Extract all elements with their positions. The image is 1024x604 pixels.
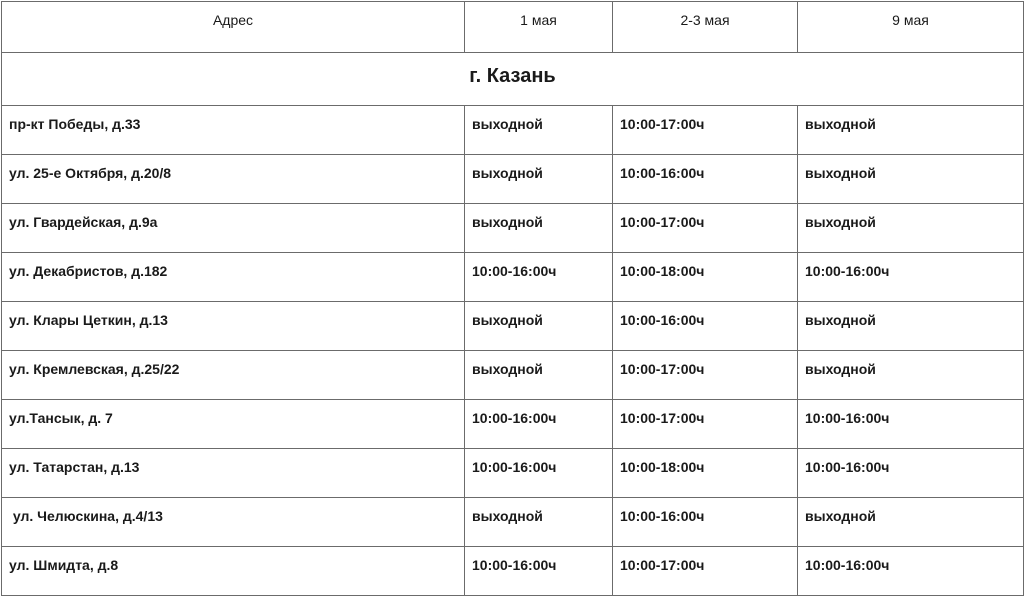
table-row xyxy=(2,106,1024,155)
address-cell: ул. Гвардейская, д.9а xyxy=(2,204,465,253)
may-1-cell: 10:00-16:00ч xyxy=(465,449,613,498)
city-name: г. Казань xyxy=(2,53,1024,106)
address-cell: ул. Шмидта, д.8 xyxy=(2,547,465,596)
header-may-2-3: 2-3 мая xyxy=(613,2,798,53)
may-1-cell: 10:00-16:00ч xyxy=(465,547,613,596)
schedule-table xyxy=(1,1,1024,596)
may-9-cell: 10:00-16:00ч xyxy=(798,400,1024,449)
table-row xyxy=(2,449,1024,498)
header-row xyxy=(2,2,1024,53)
header-may-9: 9 мая xyxy=(798,2,1024,53)
header-address: Адрес xyxy=(2,2,465,53)
address-cell: ул. Клары Цеткин, д.13 xyxy=(2,302,465,351)
may-1-cell: выходной xyxy=(465,106,613,155)
address-cell: ул. Татарстан, д.13 xyxy=(2,449,465,498)
may-9-cell: выходной xyxy=(798,204,1024,253)
may-1-cell: выходной xyxy=(465,204,613,253)
may-1-cell: выходной xyxy=(465,302,613,351)
may-2-3-cell: 10:00-17:00ч xyxy=(613,204,798,253)
address-cell: ул. Челюскина, д.4/13 xyxy=(2,498,465,547)
may-2-3-cell: 10:00-18:00ч xyxy=(613,449,798,498)
table-row xyxy=(2,498,1024,547)
may-9-cell: выходной xyxy=(798,302,1024,351)
may-2-3-cell: 10:00-17:00ч xyxy=(613,351,798,400)
may-1-cell: 10:00-16:00ч xyxy=(465,400,613,449)
table-row xyxy=(2,351,1024,400)
table-row xyxy=(2,155,1024,204)
may-1-cell: выходной xyxy=(465,498,613,547)
may-2-3-cell: 10:00-17:00ч xyxy=(613,400,798,449)
may-1-cell: выходной xyxy=(465,351,613,400)
may-2-3-cell: 10:00-16:00ч xyxy=(613,155,798,204)
may-9-cell: выходной xyxy=(798,351,1024,400)
table-row xyxy=(2,400,1024,449)
may-2-3-cell: 10:00-17:00ч xyxy=(613,547,798,596)
may-2-3-cell: 10:00-18:00ч xyxy=(613,253,798,302)
address-cell: ул. Декабристов, д.182 xyxy=(2,253,465,302)
may-9-cell: выходной xyxy=(798,498,1024,547)
may-9-cell: выходной xyxy=(798,106,1024,155)
table-row xyxy=(2,302,1024,351)
header-may-1: 1 мая xyxy=(465,2,613,53)
may-2-3-cell: 10:00-16:00ч xyxy=(613,498,798,547)
table-row xyxy=(2,204,1024,253)
may-9-cell: 10:00-16:00ч xyxy=(798,547,1024,596)
may-2-3-cell: 10:00-17:00ч xyxy=(613,106,798,155)
city-row xyxy=(2,53,1024,106)
may-9-cell: выходной xyxy=(798,155,1024,204)
may-2-3-cell: 10:00-16:00ч xyxy=(613,302,798,351)
address-cell: пр-кт Победы, д.33 xyxy=(2,106,465,155)
may-1-cell: выходной xyxy=(465,155,613,204)
table-row xyxy=(2,253,1024,302)
address-cell: ул.Тансык, д. 7 xyxy=(2,400,465,449)
may-9-cell: 10:00-16:00ч xyxy=(798,253,1024,302)
may-9-cell: 10:00-16:00ч xyxy=(798,449,1024,498)
table-row xyxy=(2,547,1024,596)
may-1-cell: 10:00-16:00ч xyxy=(465,253,613,302)
address-cell: ул. Кремлевская, д.25/22 xyxy=(2,351,465,400)
address-cell: ул. 25-е Октября, д.20/8 xyxy=(2,155,465,204)
